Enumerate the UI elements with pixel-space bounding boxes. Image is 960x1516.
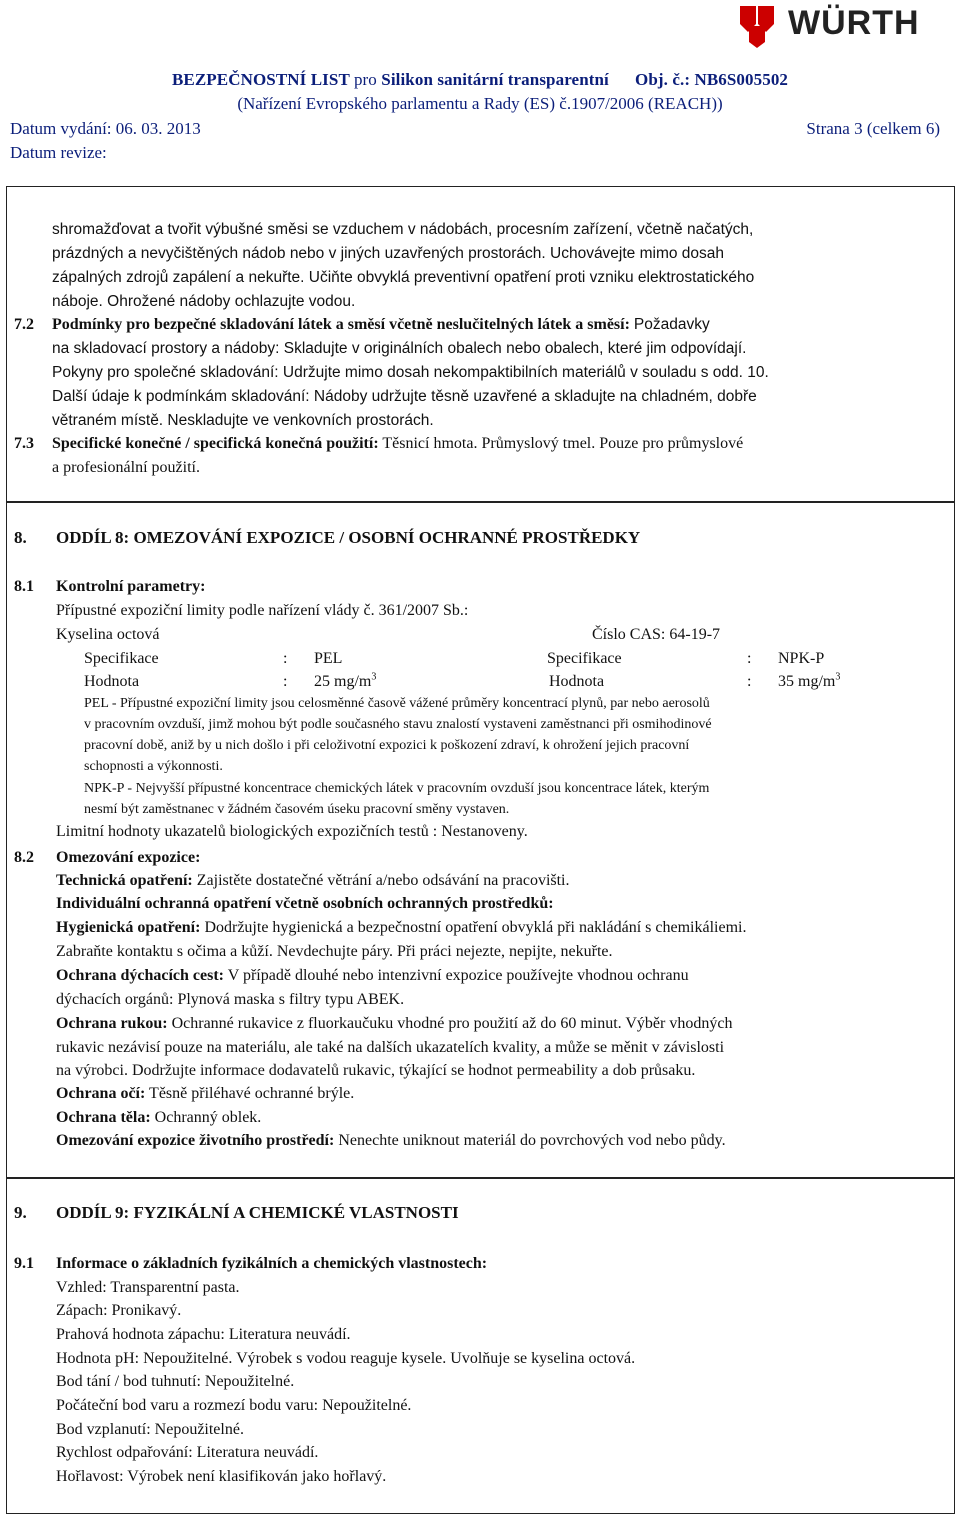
s72-number: 7.2 [14, 316, 34, 333]
eye-label: Ochrana očí: [56, 1085, 146, 1102]
property: Hodnota pH: Nepoužitelné. Výrobek s vodou reaguje kysele. Uvolňuje se kyselina octová. [56, 1350, 636, 1367]
s72-line: Další údaje k podmínkám skladování: Nádoby udržujte těsně uzavřené a skladujte na chladném, dobře [52, 388, 757, 405]
row2-label: Hodnota [84, 673, 140, 690]
env-label: Omezování expozice životního prostředí: [56, 1132, 335, 1149]
tech-label: Technická opatření: [56, 872, 193, 889]
regulation: (Nařízení Evropského parlamentu a Rady (ES) č.1907/2006 (REACH)) [237, 94, 723, 113]
row2-value-wrap [314, 670, 376, 694]
row2-value: 25 mg/m [314, 673, 372, 690]
s72-line: na skladovací prostory a nádoby: Skladujte v originálních obalech nebo obalech, které jim odpovídají. [52, 340, 747, 357]
eye-text: Těsně přiléhavé ochranné brýle. [149, 1085, 355, 1102]
hand-label: Ochrana rukou: [56, 1015, 168, 1032]
s73-text: Těsnicí hmota. Průmyslový tmel. Pouze pro průmyslové [382, 435, 744, 452]
row2-value2-wrap [778, 670, 840, 694]
individual-measures: Individuální ochranná opatření včetně osobních ochranných prostředků: [56, 895, 554, 912]
hand-text3: na výrobci. Dodržujte informace dodavatelů rukavic, týkající se hodnot permeability a dob průsaku. [56, 1062, 696, 1079]
s8-number: 8. [14, 528, 27, 547]
respiratory [56, 964, 689, 988]
eyes [56, 1082, 354, 1106]
s73-number: 7.3 [14, 435, 34, 452]
resp-text2: dýchacích orgánů: Plynová maska s filtry typu ABEK. [56, 991, 405, 1008]
pel-line: schopnosti a výkonnosti. [84, 759, 223, 774]
cas-number: Číslo CAS: 64-19-7 [592, 626, 721, 643]
s91-number: 9.1 [14, 1255, 34, 1272]
hygiene [56, 916, 746, 940]
s81-limits: Přípustné expoziční limity podle nařízení vlády č. 361/2007 Sb.: [56, 602, 469, 619]
hyg-label: Hygienická opatření: [56, 919, 201, 936]
row1-label: Specifikace [84, 650, 159, 667]
s9-number: 9. [14, 1203, 27, 1222]
row2-sep2: : [747, 673, 752, 690]
body-label: Ochrana těla: [56, 1109, 151, 1126]
bio-limits: Limitní hodnoty ukazatelů biologických expozičních testů : Nestanoveny. [56, 823, 528, 840]
pel-line: v pracovním ovzduší, jimž mohou být podle současného stavu znalostí vystaveni zaměstnanci při osmihodinové [84, 717, 712, 732]
hyg-text2: Zabraňte kontaktu s očima a kůží. Nevdechujte páry. Při práci nejezte, nepijte, nekuřte. [56, 943, 613, 960]
hand-text2: rukavic nezávisí pouze na materiálu, ale také na dalších ukazatelích kvality, a může se měnit v závislosti [56, 1039, 725, 1056]
s73-title: Specifické konečné / specifická konečná použití: [52, 435, 379, 452]
env-text: Nenechte uniknout materiál do povrchových vod nebo půdy. [338, 1132, 726, 1149]
s73-text2: a profesionální použití. [52, 459, 200, 476]
tech-measures [56, 869, 570, 893]
brand-name: WÜRTH [788, 4, 920, 42]
row1-sep2: : [747, 650, 752, 667]
s81-number: 8.1 [14, 578, 34, 595]
s72-line: Pokyny pro společné skladování: Udržujte mimo dosah nekompaktibilních materiálů v souladu s odd. 10. [52, 364, 769, 381]
unit-exponent: 3 [371, 671, 377, 683]
row2-label2: Hodnota [549, 673, 605, 690]
s72-heading [52, 313, 710, 337]
s81-title: Kontrolní parametry: [56, 578, 206, 595]
property: Zápach: Pronikavý. [56, 1302, 182, 1319]
s9-title: ODDÍL 9: FYZIKÁLNÍ A CHEMICKÉ VLASTNOSTI [56, 1203, 459, 1222]
wurth-logo [736, 0, 952, 48]
property: Vzhled: Transparentní pasta. [56, 1279, 240, 1296]
s7-intro-line: náboje. Ohrožené nádoby ochlazujte vodou. [52, 293, 356, 310]
unit-exponent: 3 [835, 671, 841, 683]
body-text: Ochranný oblek. [154, 1109, 262, 1126]
body [56, 1106, 261, 1130]
resp-label: Ochrana dýchacích cest: [56, 967, 224, 984]
s73-heading [52, 432, 743, 456]
document-title [0, 70, 960, 90]
pel-line: pracovní době, aniž by u nich došlo i při celoživotní expozici k poškození zdraví, k ohrožení jejich pracovní [84, 738, 690, 753]
hands [56, 1012, 732, 1036]
title-pro: pro [353, 70, 377, 89]
property: Prahová hodnota zápachu: Literatura neuvádí. [56, 1326, 351, 1343]
page-number: Strana 3 (celkem 6) [806, 119, 940, 138]
issue-date: Datum vydání: 06. 03. 2013 [10, 119, 201, 138]
s91-title: Informace o základních fyzikálních a chemických vlastnostech: [56, 1255, 488, 1272]
pel-line: PEL - Přípustné expoziční limity jsou celosměnné časově vážené průměry koncentrací plynů, par nebo aerosolů [84, 696, 710, 711]
npk-line: nesmí být zaměstnanec v žádném časovém úseku pracovní směny vystaven. [84, 802, 510, 817]
row2-sep: : [283, 673, 288, 690]
row1-label2: Specifikace [547, 650, 622, 667]
resp-text: V případě dlouhé nebo intenzivní expozice používejte vhodnou ochranu [227, 967, 689, 984]
s82-title: Omezování expozice: [56, 849, 201, 866]
s8-title: ODDÍL 8: OMEZOVÁNÍ EXPOZICE / OSOBNÍ OCHRANNÉ PROSTŘEDKY [56, 528, 641, 547]
substance-name: Kyselina octová [56, 626, 160, 643]
s7-intro-line: prázdných a nevyčištěných nádob nebo v jiných uzavřených prostorách. Uchovávejte mimo dosah [52, 245, 725, 262]
property: Hořlavost: Výrobek není klasifikován jako hořlavý. [56, 1468, 387, 1485]
hand-text: Ochranné rukavice z fluorkaučuku vhodné pro použití až do 60 minut. Výběr vhodných [171, 1015, 733, 1032]
s7-intro-line: shromažďovat a tvořit výbušné směsi se vzduchem v nádobách, procesním zařízení, včetně načatých, [52, 221, 754, 238]
s72-line: Požadavky [633, 316, 710, 333]
tech-text: Zajistěte dostatečné větrání a/nebo odsávání na pracovišti. [196, 872, 570, 889]
property: Bod tání / bod tuhnutí: Nepoužitelné. [56, 1373, 295, 1390]
row1-value2: NPK-P [778, 650, 825, 667]
title-product: Silikon sanitární transparentní [381, 70, 609, 89]
s72-line: větraném místě. Neskladujte ve venkovních prostorách. [52, 412, 434, 429]
title-prefix: BEZPEČNOSTNÍ LIST [171, 70, 350, 89]
environment [56, 1129, 726, 1153]
s7-intro-line: zápalných zdrojů zapálení a nekuřte. Učiňte obvyklá preventivní opatření proti vzniku elektrostatického [52, 269, 755, 286]
hyg-text: Dodržujte hygienická a bezpečnostní opatření obvyklá při nakládání s chemikáliemi. [204, 919, 747, 936]
row1-sep: : [283, 650, 288, 667]
property: Počáteční bod varu a rozmezí bodu varu: Nepoužitelné. [56, 1397, 412, 1414]
title-obj: Obj. č.: NB6S005502 [635, 70, 789, 89]
row2-value2: 35 mg/m [778, 673, 836, 690]
property: Rychlost odpařování: Literatura neuvádí. [56, 1444, 319, 1461]
revision-date: Datum revize: [10, 143, 107, 162]
property: Bod vzplanutí: Nepoužitelné. [56, 1421, 244, 1438]
s82-number: 8.2 [14, 849, 34, 866]
npk-line: NPK-P - Nejvyšší přípustné koncentrace chemických látek v pracovním ovzduší jsou koncentrace látek, kterým [84, 781, 710, 796]
s72-title: Podmínky pro bezpečné skladování látek a směsí včetně neslučitelných látek a směsí: [52, 316, 630, 333]
row1-value: PEL [314, 650, 343, 667]
